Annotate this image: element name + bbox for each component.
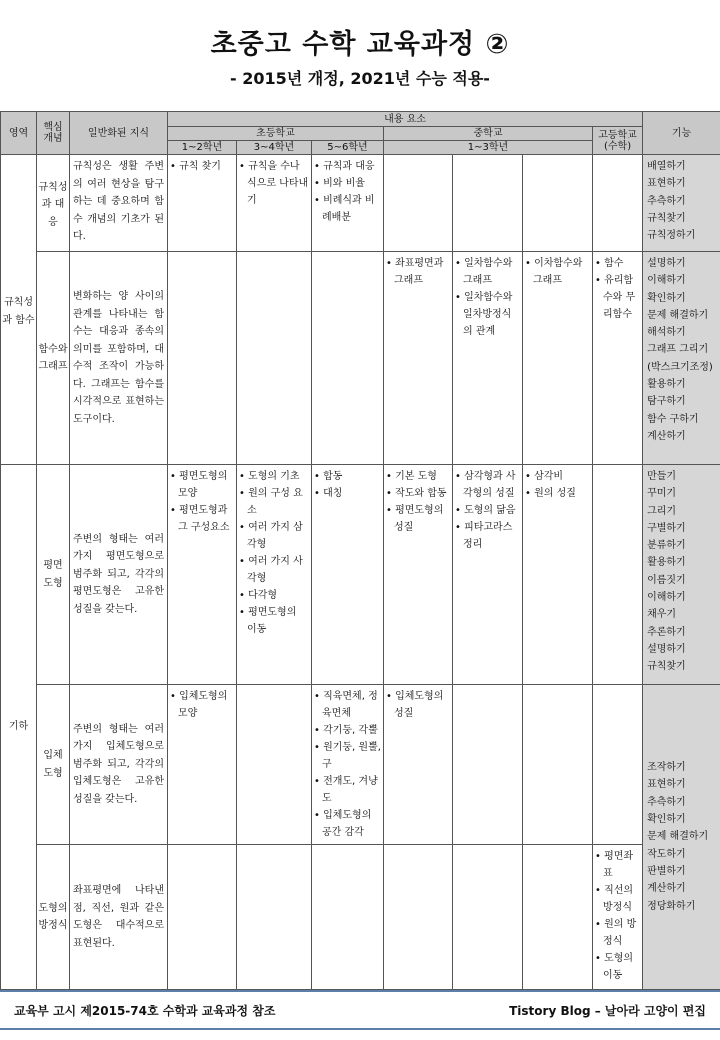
function-list [647, 158, 716, 244]
item-list [525, 255, 590, 289]
empty-cell [523, 845, 593, 990]
item-list [170, 468, 234, 536]
empty-cell [237, 252, 312, 465]
function-item: 규칙찾기 [647, 212, 686, 224]
items-cell [237, 465, 312, 685]
function-item: 설명하기 [647, 643, 686, 655]
function-item: 탐구하기 [647, 396, 686, 408]
function-list [647, 759, 716, 915]
content-item: • 평면도형의 이동 [239, 604, 309, 638]
area-cell: 규칙성과 함수 [1, 155, 37, 465]
content-item: • 원의 성질 [525, 485, 590, 502]
content-item: • 피타고라스 정리 [455, 519, 520, 553]
function-item: 문제 해결하기 [647, 309, 709, 321]
item-list [170, 688, 234, 722]
content-item: • 삼각비 [525, 468, 590, 485]
function-item: 계산하기 [647, 883, 686, 895]
header-knowledge: 일반화된 지식 [70, 112, 168, 155]
item-list [386, 255, 450, 289]
items-cell [453, 252, 523, 465]
function-item: 구별하기 [647, 522, 686, 534]
empty-cell [593, 155, 643, 252]
function-item: 활용하기 [647, 379, 686, 391]
items-cell [312, 465, 384, 685]
header-high: 고등학교 (수학) [593, 127, 643, 155]
function-cell [643, 155, 720, 252]
area-cell: 기하 [1, 465, 37, 990]
item-list [595, 848, 640, 984]
content-item: • 일차함수와 일차방정식의 관계 [455, 289, 520, 340]
core-cell: 규칙성과 대응 [37, 155, 70, 252]
header-function: 기능 [643, 112, 720, 155]
items-cell [593, 252, 643, 465]
item-list [314, 688, 381, 841]
items-cell [523, 252, 593, 465]
empty-cell [384, 155, 453, 252]
content-item: • 이차함수와 그래프 [525, 255, 590, 289]
content-item: • 평면도형의 모양 [170, 468, 234, 502]
footer-source: 교육부 고시 제2015-74호 수학과 교육과정 참조 [14, 1004, 276, 1018]
core-cell: 도형의 방정식 [37, 845, 70, 990]
header-core: 핵심 개념 [37, 112, 70, 155]
item-list [170, 158, 234, 175]
content-item: • 도형의 닮음 [455, 502, 520, 519]
content-item: • 전개도, 겨냥도 [314, 773, 381, 807]
content-item: • 원의 방정식 [595, 916, 640, 950]
function-item: 배열하기 [647, 161, 686, 172]
function-item: 이해하기 [647, 275, 686, 287]
function-item: 표현하기 [647, 779, 686, 791]
core-cell: 평면 도형 [37, 465, 70, 685]
empty-cell [312, 252, 384, 465]
page-subtitle: - 2015년 개정, 2021년 수능 적용- [230, 69, 490, 88]
table-row [1, 155, 720, 252]
knowledge-cell: 주변의 형태는 여러 가지 평면도형으로 범주화 되고, 각각의 평면도형은 고유한 성질을 갖는다. [70, 465, 168, 685]
empty-cell [312, 845, 384, 990]
content-item: • 합동 [314, 468, 381, 485]
curriculum-table [0, 111, 720, 990]
content-item: • 직육면체, 정육면체 [314, 688, 381, 722]
content-item: • 입체도형의 성질 [386, 688, 450, 722]
knowledge-cell: 좌표평면에 나타낸 점, 직선, 원과 같은 도형은 대수적으로 표현된다. [70, 845, 168, 990]
content-item: • 비례식과 비례배분 [314, 192, 381, 226]
core-cell: 함수와 그래프 [37, 252, 70, 465]
function-item: 이름짓기 [647, 574, 686, 586]
empty-cell [168, 252, 237, 465]
content-item: • 대칭 [314, 485, 381, 502]
table-row [1, 845, 720, 990]
content-item: • 입체도형의 공간 감각 [314, 807, 381, 841]
empty-cell [523, 155, 593, 252]
function-cell [643, 252, 720, 465]
content-item: • 평면좌표 [595, 848, 640, 882]
knowledge-cell: 주변의 형태는 여러 가지 입체도형으로 범주화 되고, 각각의 입체도형은 고유한 성질을 갖는다. [70, 685, 168, 845]
table-row [1, 252, 720, 465]
content-item: • 직선의 방정식 [595, 882, 640, 916]
content-item: • 삼각형과 사각형의 성질 [455, 468, 520, 502]
item-list [386, 468, 450, 536]
function-cell [643, 465, 720, 685]
header-middle: 중학교 [384, 127, 593, 141]
items-cell [312, 155, 384, 252]
knowledge-cell: 변화하는 양 사이의 관계를 나타내는 함수는 대응과 종속의 의미를 포함하며, 대수적 조작이 가능하다. 그래프는 함수를 시각적으로 표현하는 도구이다. [70, 252, 168, 465]
empty-cell [523, 685, 593, 845]
function-item: 채우기 [647, 609, 677, 621]
content-item: • 일차함수와 그래프 [455, 255, 520, 289]
items-cell [237, 155, 312, 252]
function-item: 설명하기 [647, 258, 686, 269]
items-cell [523, 465, 593, 685]
content-item: • 도형의 기초 [239, 468, 309, 485]
table-row [1, 465, 720, 685]
function-list [647, 255, 716, 445]
items-cell [168, 155, 237, 252]
function-item: 문제 해결하기 [647, 831, 709, 843]
content-item: • 함수 [595, 255, 640, 272]
function-item: (박스크기조정) [647, 361, 713, 373]
content-item: • 원의 구성 요소 [239, 485, 309, 519]
header-elementary: 초등학교 [168, 127, 384, 141]
header-area: 영역 [1, 112, 37, 155]
items-cell [312, 685, 384, 845]
function-item: 이해하기 [647, 592, 686, 604]
empty-cell [384, 845, 453, 990]
content-item: • 규칙을 수나 식으로 나타내기 [239, 158, 309, 209]
knowledge-cell: 규칙성은 생활 주변의 여러 현상을 탐구하는 데 중요하며 함수 개념의 기초가 된다. [70, 155, 168, 252]
items-cell [384, 465, 453, 685]
content-item: • 유리함수와 무리함수 [595, 272, 640, 323]
content-item: • 여러 가지 사각형 [239, 553, 309, 587]
content-item: • 다각형 [239, 587, 309, 604]
item-list [595, 255, 640, 323]
empty-cell [453, 845, 523, 990]
function-item: 추측하기 [647, 796, 686, 808]
items-cell [593, 845, 643, 990]
item-list [314, 158, 381, 226]
items-cell [384, 685, 453, 845]
footer-rule-top [0, 990, 720, 992]
item-list [525, 468, 590, 502]
item-list [455, 468, 520, 553]
footer-rule-bottom [0, 1028, 720, 1030]
function-item: 조작하기 [647, 762, 686, 774]
empty-cell [593, 685, 643, 845]
function-list [647, 468, 716, 676]
function-item: 정당화하기 [647, 900, 696, 912]
content-item: • 좌표평면과 그래프 [386, 255, 450, 289]
function-item: 확인하기 [647, 814, 686, 826]
empty-cell [168, 845, 237, 990]
item-list [239, 158, 309, 209]
empty-cell [237, 845, 312, 990]
table-row [1, 685, 720, 845]
items-cell [168, 685, 237, 845]
empty-cell [237, 685, 312, 845]
empty-cell [453, 155, 523, 252]
function-item: 확인하기 [647, 292, 686, 304]
content-item: • 여러 가지 삼각형 [239, 519, 309, 553]
function-item: 판별하기 [647, 865, 686, 877]
header-grade-3-4: 3~4학년 [237, 141, 312, 155]
content-item: • 평면도형의 성질 [386, 502, 450, 536]
function-item: 활용하기 [647, 557, 686, 569]
content-item: • 평면도형과 그 구성요소 [170, 502, 234, 536]
function-item: 추측하기 [647, 195, 686, 207]
function-item: 규칙찾기 [647, 661, 686, 673]
function-item: 규칙정하기 [647, 230, 696, 242]
content-item: • 원기둥, 원뿔, 구 [314, 739, 381, 773]
function-cell [643, 685, 720, 990]
function-item: 그리기 [647, 505, 677, 517]
function-item: 분류하기 [647, 540, 686, 552]
item-list [386, 688, 450, 722]
function-item: 함수 구하기 [647, 413, 699, 425]
function-item: 표현하기 [647, 178, 686, 190]
item-list [455, 255, 520, 340]
content-item: • 규칙과 대응 [314, 158, 381, 175]
item-list [314, 468, 381, 502]
empty-cell [453, 685, 523, 845]
function-item: 꾸미기 [647, 488, 677, 500]
content-item: • 입체도형의 모양 [170, 688, 234, 722]
header-grade-m1-3: 1~3학년 [384, 141, 593, 155]
content-item: • 기본 도형 [386, 468, 450, 485]
content-item: • 작도와 합동 [386, 485, 450, 502]
function-item: 계산하기 [647, 430, 686, 442]
function-item: 그래프 그리기 [647, 344, 709, 356]
function-item: 해석하기 [647, 327, 686, 339]
empty-cell [593, 465, 643, 685]
function-item: 추론하기 [647, 626, 686, 638]
header-content: 내용 요소 [168, 112, 643, 127]
items-cell [453, 465, 523, 685]
function-item: 작도하기 [647, 848, 686, 860]
footer-credit: Tistory Blog – 날아라 고양이 편집 [509, 1004, 706, 1018]
content-item: • 비와 비율 [314, 175, 381, 192]
item-list [239, 468, 309, 638]
content-item: • 규칙 찾기 [170, 158, 234, 175]
content-item: • 도형의 이동 [595, 950, 640, 984]
items-cell [168, 465, 237, 685]
function-item: 만들기 [647, 471, 677, 482]
items-cell [384, 252, 453, 465]
page-title: 초중고 수학 교육과정 ② [210, 29, 510, 60]
content-item: • 각기둥, 각뿔 [314, 722, 381, 739]
header-grade-5-6: 5~6학년 [312, 141, 384, 155]
header-grade-1-2: 1~2학년 [168, 141, 237, 155]
core-cell: 입체 도형 [37, 685, 70, 845]
